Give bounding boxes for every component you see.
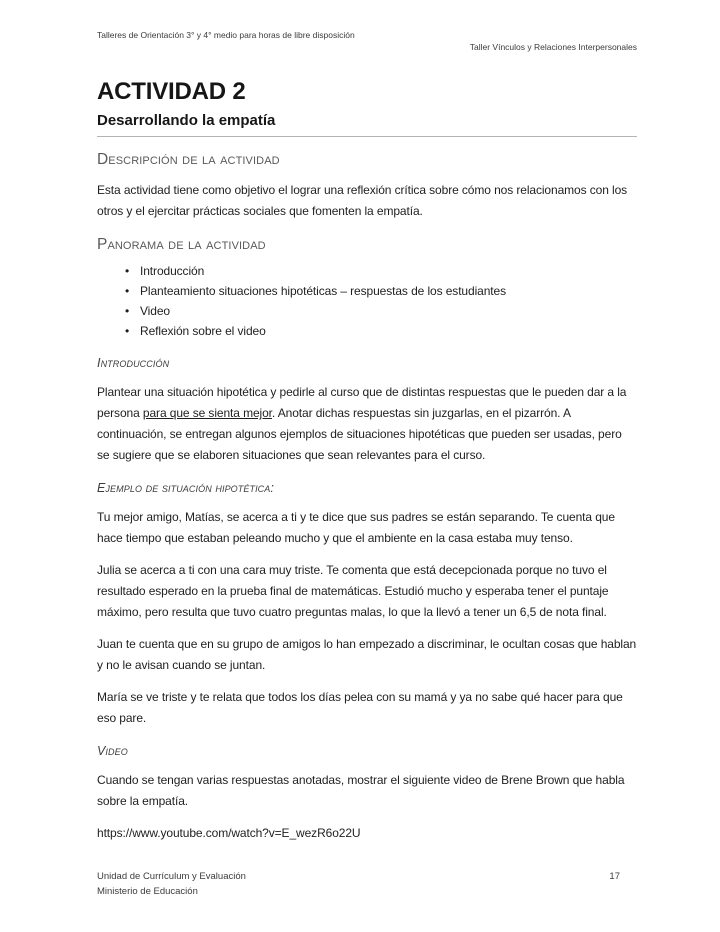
video-link[interactable]: https://www.youtube.com/watch?v=E_wezR6o22U: [97, 826, 361, 840]
header-right-text: Taller Vínculos y Relaciones Interpersonales: [469, 42, 637, 52]
description-heading: Descripción de la actividad: [97, 151, 280, 168]
example-paragraph-matias: Tu mejor amigo, Matías, se acerca a ti y te dice que sus padres se están separando. Te cuenta que hace tiempo que estaban peleando mucho y que el ambiente en la casa estaba muy tenso.: [97, 510, 615, 545]
introduction-heading: Introducción: [97, 356, 170, 370]
description-paragraph: Esta actividad tiene como objetivo el lograr una reflexión crítica sobre cómo nos relacionamos con los otros y el ejercitar prácticas sociales que fomenten la empatía.: [97, 183, 628, 218]
example-heading: Ejemplo de situación hipotética:: [97, 481, 274, 495]
video-link-paragraph: [97, 823, 637, 844]
header-left-text: Talleres de Orientación 3° y 4° medio para horas de libre disposición: [97, 30, 355, 40]
running-header: [97, 30, 637, 53]
overview-list: [97, 261, 637, 341]
overview-heading: Panorama de la actividad: [97, 236, 266, 253]
list-item-planteamiento: • Planteamiento situaciones hipotéticas – respuestas de los estudiantes: [140, 281, 637, 301]
introduction-text-before: Plantear una situación hipotética y pedirle al curso que de distintas respuestas que le pueden dar a la persona: [97, 385, 627, 420]
page-number: 17: [609, 871, 620, 882]
introduction-paragraph: [97, 382, 637, 466]
footer-org: [97, 869, 246, 899]
example-paragraph-julia: Julia se acerca a ti con una cara muy triste. Te comenta que está decepcionada porque no tuvo el resultado esperado en la prueba final de matemáticas. Estudió mucho y esperaba tener el puntaje máximo, pero resulta que tuvo cuatro preguntas malas, lo que la llevó a tener un 6,5 de nota final.: [97, 563, 609, 619]
list-item-introduccion: • Introducción: [140, 261, 637, 281]
footer-org-ministry: Ministerio de Educación: [97, 886, 198, 897]
introduction-text-after: . Anotar dichas respuestas sin juzgarlas, en el pizarrón. A continuación, se entregan algunos ejemplos de situaciones hipotéticas que pueden ser usadas, pero se sugiere que se elaboren situaciones que sean relevantes para el curso.: [97, 406, 622, 462]
example-paragraph-juan: Juan te cuenta que en su grupo de amigos lo han empezado a discriminar, le ocultan cosas que hablan y no le avisan cuando se juntan.: [97, 637, 637, 672]
video-heading: Video: [97, 744, 128, 758]
underlined-phrase: para que se sienta mejor: [142, 406, 272, 420]
page-content: [97, 30, 637, 844]
activity-subtitle: Desarrollando la empatía: [97, 112, 637, 137]
activity-title: ACTIVIDAD 2: [97, 78, 246, 105]
list-item-reflexion: • Reflexión sobre el video: [140, 321, 637, 341]
video-paragraph: Cuando se tengan varias respuestas anotadas, mostrar el siguiente video de Brene Brown que habla sobre la empatía.: [97, 773, 625, 808]
page-footer: [97, 869, 620, 899]
footer-org-unit: Unidad de Currículum y Evaluación: [97, 871, 246, 882]
example-paragraph-maria: María se ve triste y te relata que todos los días pelea con su mamá y ya no sabe qué hacer para que eso pare.: [97, 690, 623, 725]
list-item-video: • Video: [140, 301, 637, 321]
